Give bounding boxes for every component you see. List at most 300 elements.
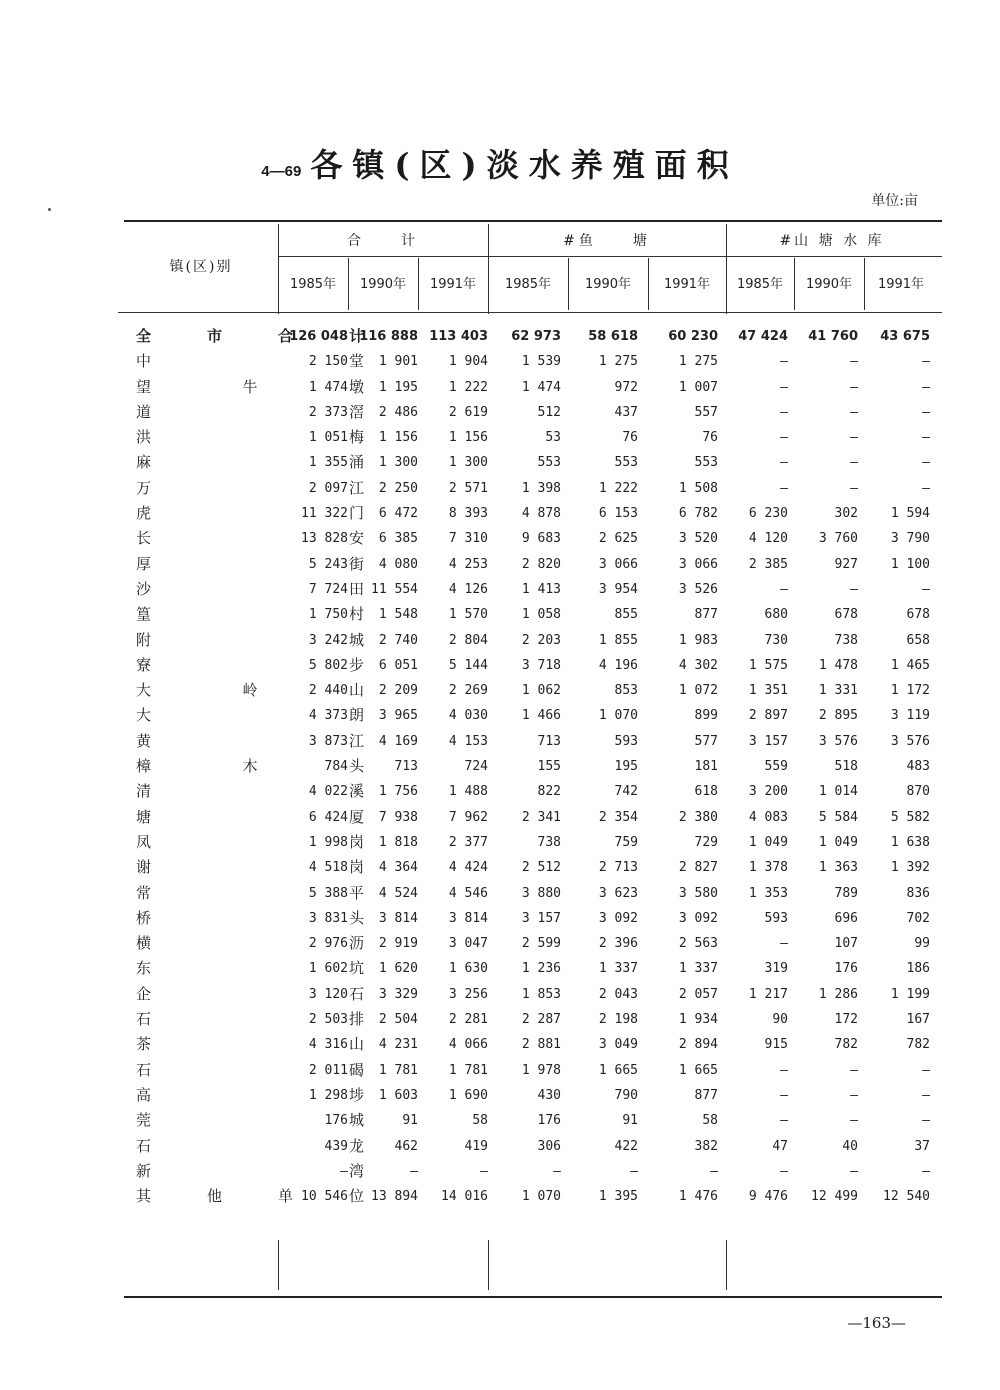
table-cell: 1 413 <box>521 581 561 597</box>
table-cell: 3 119 <box>890 708 930 724</box>
table-row <box>118 931 938 956</box>
table-cell: — <box>922 455 930 471</box>
table-cell: 2 150 <box>308 354 348 370</box>
table-row <box>118 830 938 855</box>
table-cell: 1 756 <box>378 784 418 800</box>
table-cell: 1 474 <box>521 379 561 395</box>
table-cell: 5 584 <box>818 809 858 825</box>
table-cell: 2 380 <box>678 809 718 825</box>
table-cell: 4 083 <box>748 809 788 825</box>
table-cell: 4 080 <box>378 556 418 572</box>
table-cell: 1 392 <box>890 860 930 876</box>
table-cell: — <box>780 404 788 420</box>
table-cell: — <box>710 1163 718 1179</box>
table-cell: 2 287 <box>521 1012 561 1028</box>
header-bottom-rule <box>118 312 942 313</box>
table-cell: — <box>922 1062 930 1078</box>
table-cell: 2 804 <box>448 632 488 648</box>
table-cell: 3 814 <box>378 910 418 926</box>
row-label: 篁 村 <box>136 605 364 624</box>
table-cell: 11 322 <box>301 506 348 522</box>
table-cell: 1 570 <box>448 607 488 623</box>
table-cell: — <box>922 480 930 496</box>
table-cell: 1 665 <box>598 1062 638 1078</box>
table-row <box>118 881 938 906</box>
column-line <box>488 1240 489 1290</box>
table-cell: 2 897 <box>748 708 788 724</box>
table-bottom-rule <box>124 1296 942 1298</box>
table-cell: 877 <box>694 607 718 623</box>
table-row <box>118 1032 938 1057</box>
table-cell: 6 230 <box>748 506 788 522</box>
table-cell: 789 <box>834 885 858 901</box>
table-row <box>118 1134 938 1159</box>
table-cell: 593 <box>764 910 788 926</box>
table-cell: 680 <box>764 607 788 623</box>
table-cell: 10 546 <box>301 1189 348 1205</box>
table-cell: — <box>340 1163 348 1179</box>
table-cell: 3 954 <box>598 581 638 597</box>
row-label: 万 江 <box>136 478 364 497</box>
table-row <box>118 855 938 880</box>
table-cell: 738 <box>537 834 561 850</box>
table-cell: 1 217 <box>748 986 788 1002</box>
table-cell: 1 195 <box>378 379 418 395</box>
table-cell: 1 602 <box>308 961 348 977</box>
table-row <box>118 602 938 627</box>
row-label: 中 堂 <box>136 352 364 371</box>
table-cell: 678 <box>906 607 930 623</box>
table-cell: 2 269 <box>448 683 488 699</box>
table-cell: 58 <box>472 1113 488 1129</box>
table-cell: 4 546 <box>448 885 488 901</box>
table-cell: 742 <box>614 784 638 800</box>
table-cell: 1 378 <box>748 860 788 876</box>
table-cell: 7 310 <box>448 531 488 547</box>
row-label: 茶 山 <box>136 1035 364 1054</box>
table-cell: 5 582 <box>890 809 930 825</box>
table-cell: — <box>850 354 858 370</box>
table-cell: 4 524 <box>378 885 418 901</box>
table-cell: — <box>850 1163 858 1179</box>
table-cell: 3 831 <box>308 910 348 926</box>
table-cell: 3 066 <box>598 556 638 572</box>
table-cell: 40 <box>842 1138 858 1154</box>
table-cell: 724 <box>464 759 488 775</box>
table-cell: 3 047 <box>448 936 488 952</box>
table-cell: 6 385 <box>378 531 418 547</box>
table-row <box>118 400 938 425</box>
table-cell: 1 351 <box>748 683 788 699</box>
table-cell: 1 275 <box>598 354 638 370</box>
table-cell: 4 302 <box>678 657 718 673</box>
row-label: 附 城 <box>136 630 364 649</box>
table-cell: 437 <box>614 404 638 420</box>
table-cell: 3 092 <box>678 910 718 926</box>
table-row <box>118 703 938 728</box>
table-cell: 3 965 <box>378 708 418 724</box>
table-cell: 702 <box>906 910 930 926</box>
table-cell: 3 200 <box>748 784 788 800</box>
row-label: 道 滘 <box>136 402 364 421</box>
table-cell: 3 576 <box>818 733 858 749</box>
table-row <box>118 349 938 374</box>
table-cell: 4 022 <box>308 784 348 800</box>
table-cell: 759 <box>614 834 638 850</box>
year-header: 1990年 <box>805 277 853 292</box>
page-number: —163— <box>847 1314 906 1332</box>
table-cell: 782 <box>834 1037 858 1053</box>
table-cell: 2 250 <box>378 480 418 496</box>
table-cell: 37 <box>914 1138 930 1154</box>
table-title <box>0 140 1000 186</box>
table-row <box>118 779 938 804</box>
table-cell: 1 298 <box>308 1087 348 1103</box>
unit-label: 单位:亩 <box>871 193 918 209</box>
table-cell: 2 894 <box>678 1037 718 1053</box>
year-header: 1985年 <box>504 277 552 292</box>
table-cell: — <box>922 581 930 597</box>
table-cell: 4 030 <box>448 708 488 724</box>
row-label: 樟 木 头 <box>136 757 364 776</box>
table-row <box>118 1159 938 1184</box>
table-cell: 319 <box>764 961 788 977</box>
table-cell: 4 196 <box>598 657 638 673</box>
table-cell: 107 <box>834 936 858 952</box>
table-cell: 430 <box>537 1087 561 1103</box>
table-cell: 4 120 <box>748 531 788 547</box>
table-cell: 11 554 <box>371 581 418 597</box>
table-cell: 1 395 <box>598 1189 638 1205</box>
table-cell: 1 058 <box>521 607 561 623</box>
table-cell: 1 300 <box>378 455 418 471</box>
table-cell: 3 623 <box>598 885 638 901</box>
table-cell: — <box>850 379 858 395</box>
table-cell: 4 364 <box>378 860 418 876</box>
table-cell: 195 <box>614 759 638 775</box>
table-cell: 2 919 <box>378 936 418 952</box>
table-cell: 422 <box>614 1138 638 1154</box>
table-cell: — <box>780 480 788 496</box>
table-cell: 2 625 <box>598 531 638 547</box>
table-cell: 176 <box>324 1113 348 1129</box>
table-cell: 1 998 <box>308 834 348 850</box>
table-cell: 1 300 <box>448 455 488 471</box>
table-cell: 1 665 <box>678 1062 718 1078</box>
table-row <box>118 476 938 501</box>
table-cell: 2 820 <box>521 556 561 572</box>
column-line <box>726 1240 727 1290</box>
table-cell: 3 049 <box>598 1037 638 1053</box>
table-cell: 53 <box>545 430 561 446</box>
table-cell: 5 243 <box>308 556 348 572</box>
table-cell: 9 476 <box>748 1189 788 1205</box>
table-cell: 730 <box>764 632 788 648</box>
table-cell: 3 120 <box>308 986 348 1002</box>
table-cell: 553 <box>614 455 638 471</box>
row-header: 镇(区)别 <box>169 259 233 275</box>
table-cell: 1 286 <box>818 986 858 1002</box>
table-cell: — <box>850 480 858 496</box>
table-cell: 3 873 <box>308 733 348 749</box>
table-cell: 4 518 <box>308 860 348 876</box>
row-label: 横 沥 <box>136 934 364 953</box>
table-cell: — <box>922 379 930 395</box>
table-cell: 2 827 <box>678 860 718 876</box>
table-cell: 2 198 <box>598 1012 638 1028</box>
table-cell: 6 424 <box>308 809 348 825</box>
table-cell: 58 618 <box>588 329 638 344</box>
table-cell: 1 070 <box>521 1189 561 1205</box>
table-cell: 2 881 <box>521 1037 561 1053</box>
table-cell: 1 465 <box>890 657 930 673</box>
row-label: 全 市 合 计 <box>136 327 364 345</box>
year-header: 1985年 <box>289 277 337 292</box>
table-cell: 1 337 <box>598 961 638 977</box>
table-cell: 1 051 <box>308 430 348 446</box>
table-row <box>118 906 938 931</box>
table-cell: 62 973 <box>511 329 561 344</box>
table-cell: 553 <box>694 455 718 471</box>
table-cell: 91 <box>622 1113 638 1129</box>
table-cell: 1 363 <box>818 860 858 876</box>
table-row <box>118 501 938 526</box>
table-cell: 696 <box>834 910 858 926</box>
table-cell: — <box>850 404 858 420</box>
table-cell: 3 157 <box>748 733 788 749</box>
table-cell: 1 398 <box>521 480 561 496</box>
table-cell: — <box>780 379 788 395</box>
table-cell: 99 <box>914 936 930 952</box>
table-cell: 2 599 <box>521 936 561 952</box>
table-cell: — <box>780 354 788 370</box>
year-header: 1985年 <box>736 277 784 292</box>
table-row <box>118 729 938 754</box>
table-cell: 6 051 <box>378 657 418 673</box>
table-cell: 58 <box>702 1113 718 1129</box>
table-cell: 3 576 <box>890 733 930 749</box>
table-cell: — <box>850 430 858 446</box>
table-cell: 4 424 <box>448 860 488 876</box>
row-label: 望 牛 墩 <box>136 377 364 396</box>
table-cell: 1 630 <box>448 961 488 977</box>
table-cell: 419 <box>464 1138 488 1154</box>
table-cell: 577 <box>694 733 718 749</box>
table-cell: 1 062 <box>521 683 561 699</box>
table-row-total <box>118 324 938 349</box>
table-cell: 3 066 <box>678 556 718 572</box>
table-cell: 1 049 <box>748 834 788 850</box>
table-cell: 176 <box>834 961 858 977</box>
table-cell: 13 894 <box>371 1189 418 1205</box>
table-cell: 518 <box>834 759 858 775</box>
table-cell: 1 818 <box>378 834 418 850</box>
table-cell: 2 043 <box>598 986 638 1002</box>
column-line <box>278 1240 279 1290</box>
table-cell: 172 <box>834 1012 858 1028</box>
table-cell: 1 007 <box>678 379 718 395</box>
table-cell: 553 <box>537 455 561 471</box>
table-cell: 1 353 <box>748 885 788 901</box>
row-label: 莞 城 <box>136 1111 364 1130</box>
table-cell: 12 499 <box>811 1189 858 1205</box>
row-label: 大 朗 <box>136 706 364 725</box>
table-row <box>118 450 938 475</box>
table-cell: — <box>780 1087 788 1103</box>
table-cell: — <box>850 581 858 597</box>
table-cell: 927 <box>834 556 858 572</box>
table-cell: 658 <box>906 632 930 648</box>
table-cell: — <box>780 581 788 597</box>
table-cell: — <box>850 455 858 471</box>
row-label: 东 坑 <box>136 959 364 978</box>
table-row <box>118 982 938 1007</box>
table-cell: 1 781 <box>378 1062 418 1078</box>
row-label: 长 安 <box>136 529 364 548</box>
row-label: 大 岭 山 <box>136 681 364 700</box>
row-label: 洪 梅 <box>136 428 364 447</box>
table-cell: 2 373 <box>308 404 348 420</box>
table-cell: 1 978 <box>521 1062 561 1078</box>
table-cell: — <box>922 430 930 446</box>
group-header-reservoir: #山 塘 水 库 <box>779 233 885 249</box>
table-cell: 1 603 <box>378 1087 418 1103</box>
table-cell: 4 253 <box>448 556 488 572</box>
table-cell: 4 126 <box>448 581 488 597</box>
table-cell: 678 <box>834 607 858 623</box>
table-cell: 2 440 <box>308 683 348 699</box>
table-cell: — <box>850 1113 858 1129</box>
table-cell: 870 <box>906 784 930 800</box>
row-label: 厚 街 <box>136 554 364 573</box>
table-cell: 2 354 <box>598 809 638 825</box>
table-row <box>118 1184 938 1209</box>
table-cell: 1 337 <box>678 961 718 977</box>
table-cell: 6 472 <box>378 506 418 522</box>
row-label: 桥 头 <box>136 908 364 927</box>
table-cell: 306 <box>537 1138 561 1154</box>
scan-speck <box>48 208 51 211</box>
table-cell: 2 512 <box>521 860 561 876</box>
group-header-fishpond: #鱼 塘 <box>563 233 651 249</box>
table-cell: 1 478 <box>818 657 858 673</box>
row-label: 寮 步 <box>136 655 364 674</box>
table-cell: 1 750 <box>308 607 348 623</box>
table-cell: 2 377 <box>448 834 488 850</box>
table-cell: 4 878 <box>521 506 561 522</box>
table-cell: 91 <box>402 1113 418 1129</box>
table-row <box>118 1108 938 1133</box>
table-cell: 713 <box>537 733 561 749</box>
table-cell: 302 <box>834 506 858 522</box>
table-number: 4—69 <box>261 163 302 180</box>
table-cell: — <box>410 1163 418 1179</box>
table-cell: 1 275 <box>678 354 718 370</box>
table-cell: 2 713 <box>598 860 638 876</box>
table-cell: 439 <box>324 1138 348 1154</box>
table-cell: 3 256 <box>448 986 488 1002</box>
table-cell: 1 070 <box>598 708 638 724</box>
table-cell: 1 466 <box>521 708 561 724</box>
table-cell: 6 782 <box>678 506 718 522</box>
table-row <box>118 754 938 779</box>
table-cell: 90 <box>772 1012 788 1028</box>
table-cell: 4 066 <box>448 1037 488 1053</box>
table-cell: 1 904 <box>448 354 488 370</box>
table-cell: 2 385 <box>748 556 788 572</box>
table-cell: 2 203 <box>521 632 561 648</box>
table-cell: 3 526 <box>678 581 718 597</box>
table-cell: 3 718 <box>521 657 561 673</box>
table-cell: 76 <box>702 430 718 446</box>
table-cell: 41 760 <box>808 329 858 344</box>
table-cell: 738 <box>834 632 858 648</box>
table-cell: — <box>922 354 930 370</box>
table-cell: 5 388 <box>308 885 348 901</box>
table-cell: 3 092 <box>598 910 638 926</box>
table-cell: — <box>922 1163 930 1179</box>
table-cell: 1 934 <box>678 1012 718 1028</box>
table-cell: 5 802 <box>308 657 348 673</box>
table-cell: 557 <box>694 404 718 420</box>
table-cell: 559 <box>764 759 788 775</box>
row-label: 石 龙 <box>136 1136 364 1155</box>
table-cell: 1 575 <box>748 657 788 673</box>
table-cell: 382 <box>694 1138 718 1154</box>
table-cell: 186 <box>906 961 930 977</box>
table-row <box>118 552 938 577</box>
table-row <box>118 1083 938 1108</box>
table-cell: 1 488 <box>448 784 488 800</box>
table-cell: — <box>780 936 788 952</box>
table-cell: 47 424 <box>738 329 788 344</box>
table-cell: 116 888 <box>359 329 418 344</box>
row-label: 企 石 <box>136 984 364 1003</box>
table-cell: 1 014 <box>818 784 858 800</box>
table-row <box>118 375 938 400</box>
table-cell: 2 976 <box>308 936 348 952</box>
table-cell: 1 855 <box>598 632 638 648</box>
table-cell: 2 740 <box>378 632 418 648</box>
row-label: 凤 岗 <box>136 832 364 851</box>
table-cell: 2 504 <box>378 1012 418 1028</box>
table-cell: 618 <box>694 784 718 800</box>
table-cell: 2 396 <box>598 936 638 952</box>
table-cell: — <box>553 1163 561 1179</box>
table-cell: — <box>922 1087 930 1103</box>
table-cell: 2 503 <box>308 1012 348 1028</box>
table-cell: — <box>780 1113 788 1129</box>
table-cell: 3 880 <box>521 885 561 901</box>
table-body <box>118 324 938 1209</box>
table-cell: 853 <box>614 683 638 699</box>
year-header: 1991年 <box>877 277 925 292</box>
table-cell: 155 <box>537 759 561 775</box>
table-cell: 167 <box>906 1012 930 1028</box>
title-text: 各镇(区)淡水养殖面积 <box>310 146 739 184</box>
table-cell: 1 508 <box>678 480 718 496</box>
table-cell: 3 760 <box>818 531 858 547</box>
table-cell: 1 853 <box>521 986 561 1002</box>
table-cell: 1 100 <box>890 556 930 572</box>
table-cell: 462 <box>394 1138 418 1154</box>
table-row <box>118 628 938 653</box>
table-cell: — <box>922 1113 930 1129</box>
table-cell: 790 <box>614 1087 638 1103</box>
table-cell: — <box>922 404 930 420</box>
table-cell: 2 209 <box>378 683 418 699</box>
table-row <box>118 678 938 703</box>
